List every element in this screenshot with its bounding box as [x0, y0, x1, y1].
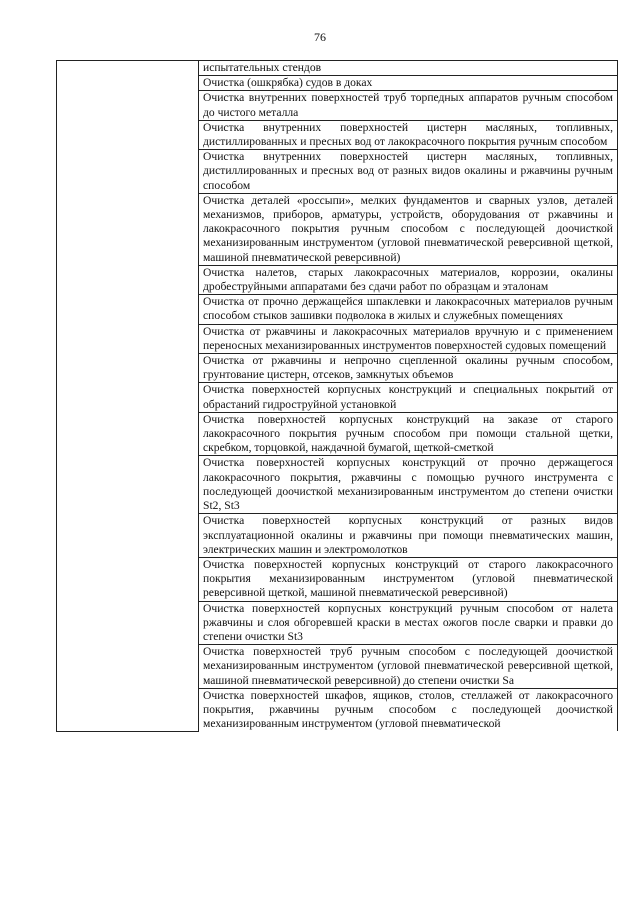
work-types-table [56, 60, 618, 732]
table-cell: Очистка поверхностей корпусных конструкций и специальных покрытий от обрастаний гидроструйной установкой [199, 383, 618, 412]
table-cell: Очистка поверхностей корпусных конструкций от старого лакокрасочного покрытия механизированным инструментом (угловой пневматической реверсивной щеткой, машиной пневматической реверсивной) [199, 557, 618, 601]
table-cell: Очистка (ошкрябка) судов в доках [199, 76, 618, 91]
table-cell: Очистка от ржавчины и лакокрасочных материалов вручную и с применением переносных механизированных инструментов поверхностей судовых помещений [199, 324, 618, 353]
table-cell: Очистка внутренних поверхностей цистерн масляных, топливных, дистиллированных и пресных вод от лакокрасочного покрытия ручным способом [199, 120, 618, 149]
table-cell: Очистка налетов, старых лакокрасочных материалов, коррозии, окалины дробеструйными аппаратами без сдачи работ по образцам и эталонам [199, 265, 618, 294]
table-cell: Очистка поверхностей труб ручным способом с последующей доочисткой механизированным инструментом (угловой пневматической реверсивной щеткой, машиной пневматической реверсивной) до степени очистки Sa [199, 645, 618, 689]
page-number: 76 [314, 30, 326, 44]
table-cell: Очистка поверхностей корпусных конструкций ручным способом от налета ржавчины и слоя обгоревшей краски в местах ожогов после сварки и правки до степени очистки St3 [199, 601, 618, 645]
table-cell: Очистка от ржавчины и непрочно сцепленной окалины ручным способом, грунтование цистерн, отсеков, замкнутых объемов [199, 354, 618, 383]
table-cell: Очистка внутренних поверхностей цистерн масляных, топливных, дистиллированных и пресных вод от разных видов окалины и ржавчины ручным способом [199, 150, 618, 194]
table-cell: Очистка поверхностей корпусных конструкций от прочно держащегося лакокрасочного покрытия, ржавчины с помощью ручного инструмента с последующей доочисткой механизированным инструментом до степени очистки St2, St3 [199, 456, 618, 514]
table-cell: Очистка поверхностей корпусных конструкций на заказе от старого лакокрасочного покрытия ручным способом при помощи стальной щетки, скребком, торцовкой, наждачной бумагой, щеткой-сметкой [199, 412, 618, 456]
table-cell: Очистка от прочно держащейся шпаклевки и лакокрасочных материалов ручным способом стыков зашивки подволока в жилых и служебных помещениях [199, 295, 618, 324]
table-cell: Очистка деталей «россыпи», мелких фундаментов и сварных узлов, деталей механизмов, приборов, арматуры, устройств, оборудования от ржавчины и лакокрасочного покрытия ручным способом с последующей доочисткой механизированным инструментом (угловой пневматической реверсивной щеткой, машиной пневматической реверсивной) [199, 193, 618, 265]
table-cell: Очистка поверхностей шкафов, ящиков, столов, стеллажей от лакокрасочного покрытия, ржавчины ручным способом с последующей доочисткой механизированным инструментом (угловой пневматической [199, 688, 618, 731]
table-cell: Очистка поверхностей корпусных конструкций от разных видов эксплуатационной окалины и ржавчины при помощи пневматических машин, электрических машин и электромолотков [199, 514, 618, 558]
table-row [57, 61, 618, 76]
table-cell: Очистка внутренних поверхностей труб торпедных аппаратов ручным способом до чистого металла [199, 91, 618, 120]
table-cell: испытательных стендов [199, 61, 618, 76]
left-column-cell [57, 61, 199, 732]
